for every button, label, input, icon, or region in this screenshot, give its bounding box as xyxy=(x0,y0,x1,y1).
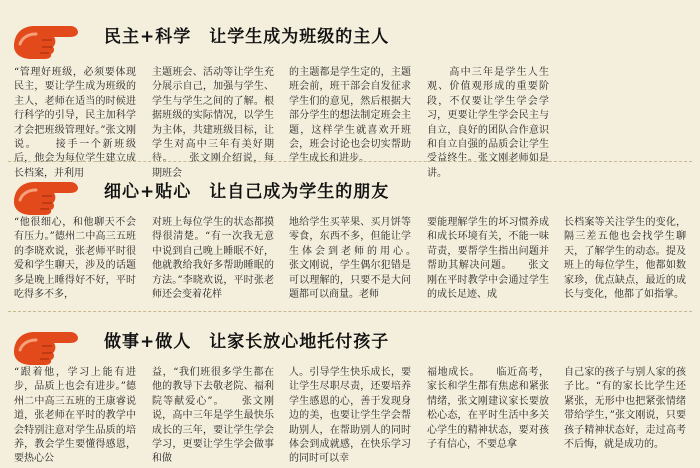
article-column: 高中三年是学生人生观、价值观形成的重要阶段，不仅要让学生学会学习，更要让学生学会民主与自立，良好的团队合作意识和自立自强的品质会让学生受益终生。张文刚老师如是讲。 xyxy=(427,67,549,179)
article-column: 主题班会、活动等让学生充分展示自己，加强与学生、学生与学生之间的了解。根据班级的实际情况，以学生为主体，共建班级目标，让学生对高中三年有美好期待。 张文刚介绍说，每期班会 xyxy=(152,67,274,179)
section-headline: 做事+做人 让家长放心地托付孩子 xyxy=(104,332,390,352)
article-column xyxy=(564,66,686,158)
section-headline: 细心+贴心 让自己成为学生的朋友 xyxy=(104,182,390,202)
pointing-hand-icon xyxy=(12,172,82,216)
article-column: 长档案等关注学生的变化，隔三差五他也会找学生聊天，了解学生的动态。提及班上的每位学生，他都如数家珍，优点缺点，最近的成长与变化，他都了如指掌。 xyxy=(564,217,686,301)
article-section-care xyxy=(0,160,700,310)
article-column: 地给学生买苹果、买月饼等零食，东西不多，但能让学生体会到老师的用心。 张文刚说，学生偶尔犯错是可以理解的，只要不是大问题都可以商量。老师 xyxy=(289,217,431,301)
section-headline: 民主+科学 让学生成为班级的主人 xyxy=(104,27,390,47)
article-column: 益，“我们班很多学生都在他的教导下去敬老院、福利院等献爱心”。 张文刚说，高中三年是学生最快乐成长的三年，要让学生学会学习，更要让学生学会做事和做 xyxy=(152,367,274,465)
article-column: 对班上每位学生的状态都摸得很清楚。“有一次我无意中说到自己晚上睡眠不好，他就教给我好多帮助睡眠的方法。”李晓欢说，平时张老师还会变着花样 xyxy=(152,217,274,301)
article-column: “他很细心，和他聊天不会有压力。”德州二中高三五班的李晓欢说，张老师平时很爱和学生聊天，涉及的话题多是晚上睡得好不好，平时吃得多不多， xyxy=(14,217,136,301)
article-column: 自己家的孩子与别人家的孩子比。“有的家长比学生还紧张，无形中也把紧张情绪带给学生，”张文刚说，只要孩子精神状态好，走过高考不后悔，就是成功的。 xyxy=(564,367,686,451)
pointing-hand-icon xyxy=(12,16,82,60)
article-column: “跟着他，学习上能有进步，品质上也会有进步。”德州二中高三五班的王康睿说道，张老师在平时的教学中会特别注意对学生品质的培养，教会学生要懂得感恩，要热心公 xyxy=(14,367,136,465)
article-column: “管理好班级，必须要体现民主，要让学生成为班级的主人，老师在适当的时候进行科学的引导，民主加科学才会把班级管理好。”张文刚说。 接手一个新班级后，他会为每位学生建立成长档案，并利用 xyxy=(14,67,136,179)
article-column: 福地成长。 临近高考，家长和学生都有焦虑和紧张情绪，张文刚建议家长要放松心态，在平时生活中多关心学生的精神状态，要对孩子有信心，不要总拿 xyxy=(427,367,549,451)
article-column: 人。引导学生快乐成长，要让学生尽职尽责，还要培养学生感恩的心，善于发现身边的美，也要让学生学会帮助别人，在帮助别人的同时体会到成就感，在快乐学习的同时可以幸 xyxy=(289,367,411,465)
pointing-hand-icon xyxy=(12,322,82,366)
article-column: 的主题都是学生定的，主题班会前，班干部会自发征求学生们的意见，然后根据大部分学生的想法制定班会主题，这样学生就喜欢开班会，班会讨论也会切实帮助学生成长和进步。 xyxy=(289,67,411,165)
article-column: 要能理解学生的坏习惯养成和成长环境有关，不能一味苛责，要帮学生指出问题并帮助其解决问题。 张文刚在平时教学中会通过学生的成长足迹、成 xyxy=(427,217,549,301)
article-section-character xyxy=(0,310,700,468)
article-section-democracy xyxy=(0,0,700,179)
